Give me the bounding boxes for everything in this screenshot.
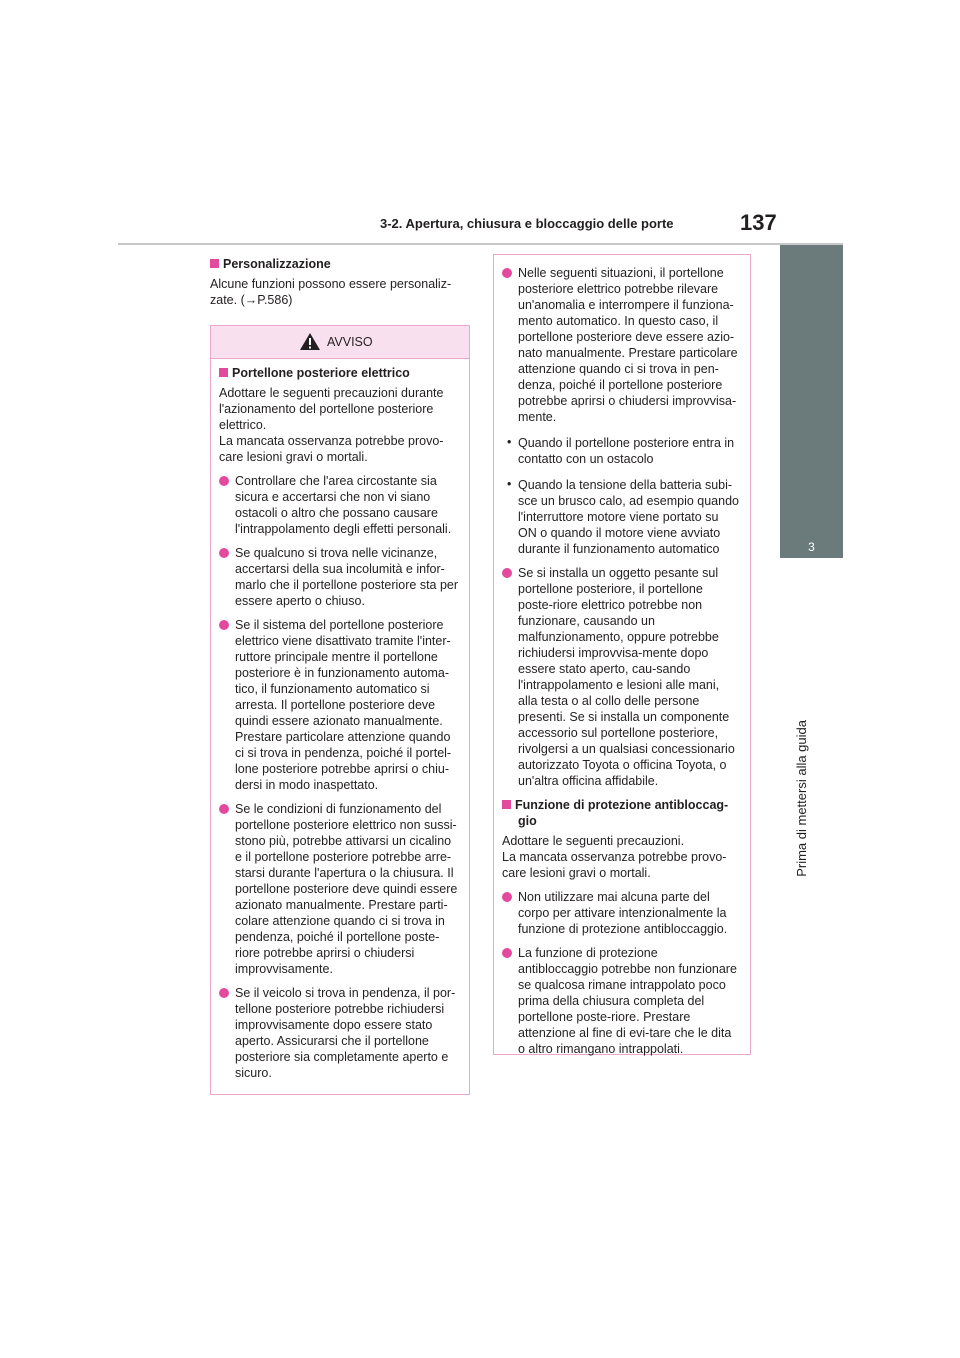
list-item: Se si installa un oggetto pesante sul portellone posteriore, il portellone poste-riore elettrico potrebbe non funzionare, causando un malfunzionamento, oppure potrebbe richiudersi improvvisa-mente dopo essere stato aperto, cau-sando l'intrappolamento e lesioni alle mani, alla testa o al collo delle persone presenti. Se si installa un componente accessorio sul portellone posteriore, rivolgersi a un qualsiasi concessionario autorizzato Toyota o officina Toyota, o un'altra officina affidabile. — [502, 565, 740, 789]
bullet-dot-icon — [219, 988, 229, 998]
square-bullet-icon — [502, 800, 511, 809]
header-rule — [118, 243, 843, 245]
sub-list-item: • Quando la tensione della batteria subi-sce un brusco calo, ad esempio quando l'interruttore motore viene portato su ON o quando il motore viene avviato durante il funzionamento automatico — [507, 477, 739, 556]
bullet-dot-icon — [219, 804, 229, 814]
bullet-dot-icon — [502, 568, 512, 578]
intro-section — [210, 256, 470, 308]
intro-text: Alcune funzioni possono essere personaliz-zate. (→P.586) — [210, 277, 452, 307]
bullet-dot-icon — [219, 620, 229, 630]
warning-icon — [299, 332, 321, 351]
bullet-dot-icon — [219, 548, 229, 558]
bullet-dot-icon — [502, 892, 512, 902]
warning-box-continued — [493, 254, 751, 1055]
list-item: Se il veicolo si trova in pendenza, il por-tellone posteriore potrebbe richiudersi improvvisamente dopo essere stato aperto. Assicurarsi che il portellone posteriore sia completamente aperto e sicuro. — [219, 985, 459, 1081]
warning-section-text: Adottare le seguenti precauzioni durante l'azionamento del portellone posteriore elettrico. La mancata osservanza potrebbe provo-care lesioni gravi o mortali. — [219, 386, 444, 464]
antibloccaggio-text: Adottare le seguenti precauzioni. La mancata osservanza potrebbe provo-care lesioni gravi o mortali. — [502, 834, 727, 880]
page-number: 137 — [740, 210, 777, 235]
chapter-title: Prima di mettersi alla guida — [794, 720, 809, 877]
warning-section-heading: Portellone posteriore elettrico — [219, 365, 459, 381]
bullet-dot-icon — [502, 948, 512, 958]
warning-header — [211, 326, 469, 359]
list-item: Se le condizioni di funzionamento del portellone posteriore elettrico non sussi-stono più, potrebbe attivarsi un cicalino e il portellone posteriore potrebbe arre-starsi durante l'apertura o la chiusura. Il portellone posteriore deve quindi essere azionato manualmente. Prestare parti-colare attenzione quando ci si trova in pendenza, poiché il portellone poste-riore potrebbe aprirsi o chiudersi improvvisamente. — [219, 801, 459, 977]
warning-box — [210, 325, 470, 1095]
bullet-point-icon: • — [507, 435, 512, 449]
bullet-point-icon: • — [507, 477, 512, 491]
list-item: Se il sistema del portellone posteriore elettrico viene disattivato tramite l'inter-ruttore principale mentre il portellone posteriore è in funzionamento automa-tico, il funzionamento automatico si arresta. Il portellone posteriore deve quindi essere azionato manualmente. Prestare particolare attenzione quando ci si trova in pendenza, poiché il portel-lone posteriore potrebbe aprirsi o chiu-dersi in modo inaspettato. — [219, 617, 459, 793]
square-bullet-icon — [219, 368, 228, 377]
list-item: Controllare che l'area circostante sia sicura e accertarsi che non vi siano ostacoli o altro che possano causare l'intrappolamento degli effetti personali. — [219, 473, 459, 537]
list-item: Se qualcuno si trova nelle vicinanze, accertarsi della sua incolumità e infor-marlo che il portellone posteriore sta per essere aperto o chiuso. — [219, 545, 459, 609]
bullet-dot-icon — [502, 268, 512, 278]
list-item: Non utilizzare mai alcuna parte del corpo per attivare intenzionalmente la funzione di protezione antibloccaggio. — [502, 889, 740, 937]
chapter-number: 3 — [780, 498, 843, 558]
list-item: Nelle seguenti situazioni, il portellone posteriore elettrico potrebbe rilevare un'anomalia e interrompere il funziona-mento automatico. In questo caso, il portellone posteriore deve essere azio-nato manualmente. Prestare particolare attenzione quando ci si trova in pen-denza, poiché il portellone posteriore potrebbe aprirsi o chiudersi improvvisa-mente. — [502, 265, 740, 425]
bullet-dot-icon — [219, 476, 229, 486]
intro-heading: Personalizzazione — [210, 256, 470, 272]
sub-list-item: • Quando il portellone posteriore entra in contatto con un ostacolo — [507, 435, 735, 466]
side-tab-bar — [780, 245, 843, 499]
square-bullet-icon — [210, 259, 219, 268]
section-title: 3-2. Apertura, chiusura e bloccaggio delle porte — [380, 216, 674, 231]
list-item: La funzione di protezione antibloccaggio potrebbe non funzionare se qualcosa rimane intrappolato poco prima della chiusura completa del portellone poste-riore. Prestare attenzione al fine di evi-tare che le dita o altro rimangano intrappolati. — [502, 945, 740, 1057]
warning-label: AVVISO — [327, 335, 373, 349]
antibloccaggio-heading: Funzione di protezione antibloccag-gio — [502, 797, 740, 829]
